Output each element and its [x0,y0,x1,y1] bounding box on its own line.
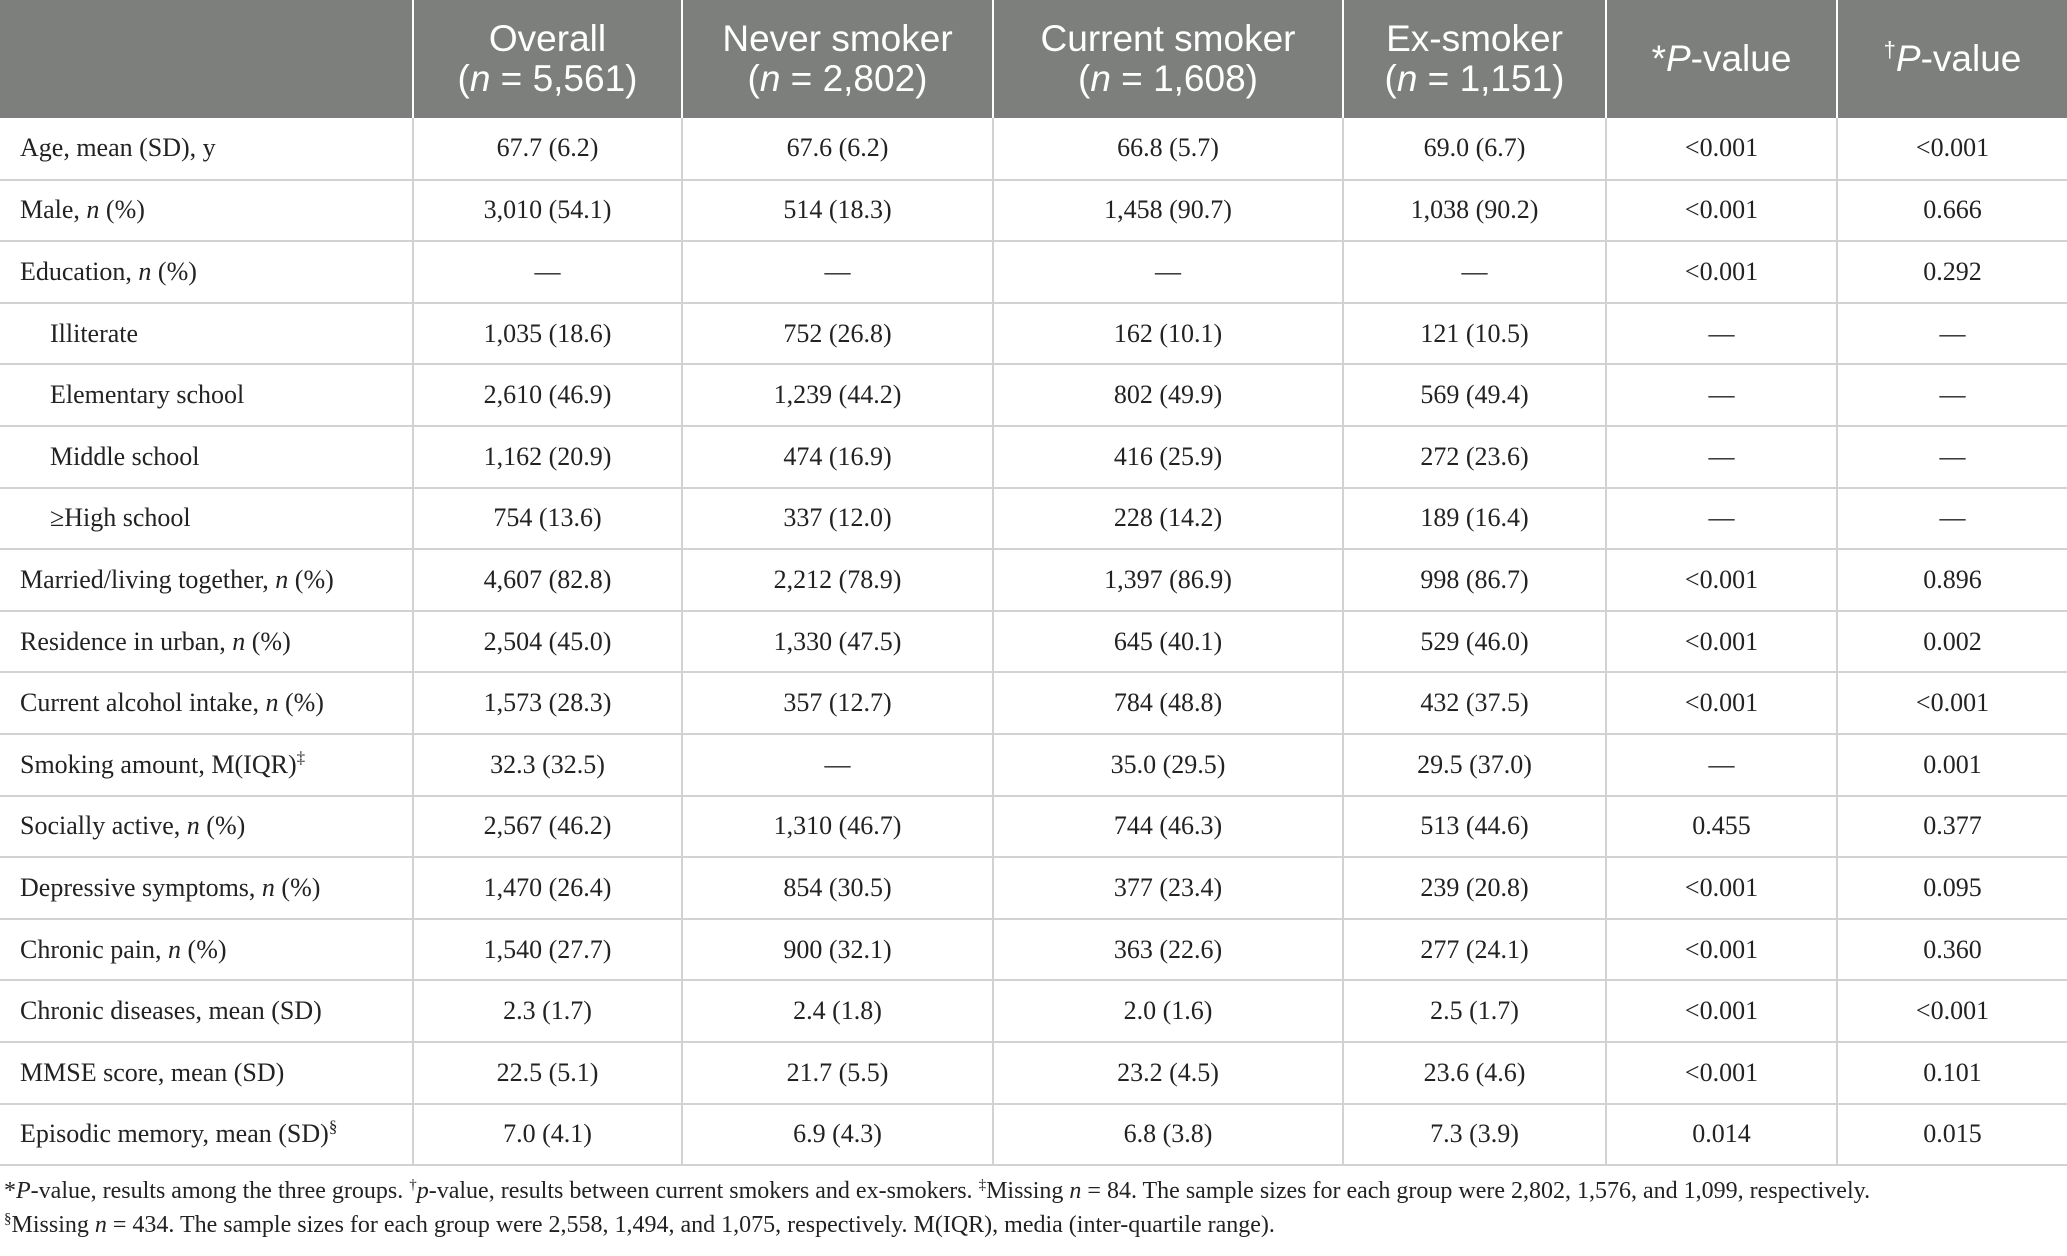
ex-smoker-cell: 239 (20.8) [1343,857,1606,919]
ex-smoker-cell: 432 (37.5) [1343,672,1606,734]
footnote-line-2: §Missing n = 434. The sample sizes for each group were 2,558, 1,494, and 1,075, respectively. M(IQR), media (inter-quartile range). [4,1211,1275,1239]
ex-smoker-cell: 189 (16.4) [1343,488,1606,550]
p-value-dagger-cell: — [1837,303,2067,365]
never-smoker-cell: 752 (26.8) [682,303,993,365]
ex-smoker-cell: 272 (23.6) [1343,426,1606,488]
current-smoker-cell: 802 (49.9) [993,364,1343,426]
p-value-dagger-cell: <0.001 [1837,980,2067,1042]
p-value-star-cell: <0.001 [1606,857,1837,919]
current-smoker-cell: 645 (40.1) [993,611,1343,673]
table-row [0,857,2067,919]
never-smoker-cell: 357 (12.7) [682,672,993,734]
never-smoker-cell: 6.9 (4.3) [682,1104,993,1166]
current-smoker-cell: — [993,241,1343,303]
overall-cell: 2.3 (1.7) [413,980,682,1042]
header-overall [413,0,682,118]
ex-smoker-cell: 529 (46.0) [1343,611,1606,673]
row-label: MMSE score, mean (SD) [0,1042,413,1104]
never-smoker-cell: 1,310 (46.7) [682,796,993,858]
row-label: Current alcohol intake, n (%) [0,672,413,734]
never-smoker-cell: 67.6 (6.2) [682,118,993,180]
header-never-smoker-n: (n = 2,802) [747,58,928,99]
overall-cell: 2,567 (46.2) [413,796,682,858]
current-smoker-cell: 2.0 (1.6) [993,980,1343,1042]
row-label: Elementary school [0,364,413,426]
overall-cell: 2,610 (46.9) [413,364,682,426]
footnote-line-1: *P-value, results among the three groups. †p-value, results between current smokers and ex-smokers. ‡Missing n = 84. The sample sizes for each group were 2,802, 1,576, and 1,099, respectively. [4,1177,1871,1205]
never-smoker-cell: 900 (32.1) [682,919,993,981]
overall-cell: — [413,241,682,303]
header-current-smoker-n: (n = 1,608) [1078,58,1258,99]
overall-cell: 1,035 (18.6) [413,303,682,365]
p-value-star-cell: <0.001 [1606,1042,1837,1104]
ex-smoker-cell: 1,038 (90.2) [1343,180,1606,242]
p-value-dagger-cell: 0.001 [1837,734,2067,796]
ex-smoker-cell: 29.5 (37.0) [1343,734,1606,796]
current-smoker-cell: 162 (10.1) [993,303,1343,365]
overall-cell: 67.7 (6.2) [413,118,682,180]
overall-cell: 22.5 (5.1) [413,1042,682,1104]
ex-smoker-cell: 69.0 (6.7) [1343,118,1606,180]
table-row [0,426,2067,488]
ex-smoker-cell: 121 (10.5) [1343,303,1606,365]
ex-smoker-cell: 2.5 (1.7) [1343,980,1606,1042]
row-label: Depressive symptoms, n (%) [0,857,413,919]
p-value-star-cell: 0.455 [1606,796,1837,858]
ex-smoker-cell: — [1343,241,1606,303]
p-value-dagger-cell: <0.001 [1837,118,2067,180]
current-smoker-cell: 416 (25.9) [993,426,1343,488]
p-value-dagger-cell: — [1837,488,2067,550]
table-header-row [0,0,2067,118]
p-value-star-cell: — [1606,426,1837,488]
never-smoker-cell: 1,330 (47.5) [682,611,993,673]
never-smoker-cell: 337 (12.0) [682,488,993,550]
p-value-dagger-cell: 0.360 [1837,919,2067,981]
p-value-dagger-cell: <0.001 [1837,672,2067,734]
never-smoker-cell: 21.7 (5.5) [682,1042,993,1104]
table-row [0,488,2067,550]
row-label: Age, mean (SD), y [0,118,413,180]
ex-smoker-cell: 23.6 (4.6) [1343,1042,1606,1104]
overall-cell: 1,470 (26.4) [413,857,682,919]
table-row [0,1042,2067,1104]
p-value-dagger-cell: 0.002 [1837,611,2067,673]
p-value-dagger-cell: — [1837,426,2067,488]
current-smoker-cell: 363 (22.6) [993,919,1343,981]
never-smoker-cell: — [682,734,993,796]
row-label: Episodic memory, mean (SD)§ [0,1104,413,1166]
ex-smoker-cell: 998 (86.7) [1343,549,1606,611]
current-smoker-cell: 1,458 (90.7) [993,180,1343,242]
current-smoker-cell: 228 (14.2) [993,488,1343,550]
header-overall-n: (n = 5,561) [457,58,638,99]
header-ex-smoker-label: Ex-smoker [1386,18,1563,59]
table-row [0,611,2067,673]
table-row [0,919,2067,981]
table-row [0,364,2067,426]
row-label: Chronic pain, n (%) [0,919,413,981]
current-smoker-cell: 1,397 (86.9) [993,549,1343,611]
table-body [0,118,2067,1165]
ex-smoker-cell: 277 (24.1) [1343,919,1606,981]
never-smoker-cell: 1,239 (44.2) [682,364,993,426]
header-never-smoker-label: Never smoker [722,18,953,59]
overall-cell: 754 (13.6) [413,488,682,550]
header-never-smoker [682,0,993,118]
p-value-star-cell: <0.001 [1606,549,1837,611]
header-p-value-dagger: †P-value [1837,0,2067,118]
table-row [0,118,2067,180]
row-label: Middle school [0,426,413,488]
row-label: Chronic diseases, mean (SD) [0,980,413,1042]
table-row [0,241,2067,303]
p-value-star-cell: <0.001 [1606,919,1837,981]
p-value-star-cell: <0.001 [1606,980,1837,1042]
overall-cell: 3,010 (54.1) [413,180,682,242]
overall-cell: 32.3 (32.5) [413,734,682,796]
current-smoker-cell: 23.2 (4.5) [993,1042,1343,1104]
header-current-smoker-label: Current smoker [1040,18,1296,59]
table-row [0,1104,2067,1166]
p-value-dagger-cell: — [1837,364,2067,426]
p-value-dagger-cell: 0.015 [1837,1104,2067,1166]
current-smoker-cell: 66.8 (5.7) [993,118,1343,180]
header-overall-label: Overall [488,18,607,59]
never-smoker-cell: 514 (18.3) [682,180,993,242]
table-row [0,980,2067,1042]
overall-cell: 2,504 (45.0) [413,611,682,673]
row-label: Residence in urban, n (%) [0,611,413,673]
current-smoker-cell: 377 (23.4) [993,857,1343,919]
overall-cell: 1,573 (28.3) [413,672,682,734]
p-value-dagger-cell: 0.095 [1837,857,2067,919]
ex-smoker-cell: 569 (49.4) [1343,364,1606,426]
p-value-star-cell: — [1606,303,1837,365]
p-value-star-cell: <0.001 [1606,672,1837,734]
table-row [0,734,2067,796]
p-value-dagger-cell: 0.292 [1837,241,2067,303]
row-label: Smoking amount, M(IQR)‡ [0,734,413,796]
header-blank [0,0,413,118]
row-label: ≥High school [0,488,413,550]
p-value-dagger-cell: 0.666 [1837,180,2067,242]
row-label: Illiterate [0,303,413,365]
p-value-star-cell: <0.001 [1606,611,1837,673]
p-value-star-cell: <0.001 [1606,118,1837,180]
table-row [0,549,2067,611]
row-label: Male, n (%) [0,180,413,242]
table-row [0,180,2067,242]
overall-cell: 1,540 (27.7) [413,919,682,981]
current-smoker-cell: 744 (46.3) [993,796,1343,858]
row-label: Married/living together, n (%) [0,549,413,611]
never-smoker-cell: 854 (30.5) [682,857,993,919]
overall-cell: 4,607 (82.8) [413,549,682,611]
header-ex-smoker [1343,0,1606,118]
p-value-star-cell: 0.014 [1606,1104,1837,1166]
p-value-star-cell: — [1606,364,1837,426]
table-row [0,672,2067,734]
row-label: Socially active, n (%) [0,796,413,858]
p-value-dagger-cell: 0.377 [1837,796,2067,858]
header-ex-smoker-n: (n = 1,151) [1384,58,1565,99]
current-smoker-cell: 35.0 (29.5) [993,734,1343,796]
p-value-star-cell: — [1606,734,1837,796]
ex-smoker-cell: 7.3 (3.9) [1343,1104,1606,1166]
table-row [0,796,2067,858]
overall-cell: 7.0 (4.1) [413,1104,682,1166]
never-smoker-cell: 2,212 (78.9) [682,549,993,611]
never-smoker-cell: 474 (16.9) [682,426,993,488]
table-footnotes [0,1166,2067,1242]
row-label: Education, n (%) [0,241,413,303]
header-p-value-star: *P-value [1606,0,1837,118]
p-value-star-cell: <0.001 [1606,180,1837,242]
overall-cell: 1,162 (20.9) [413,426,682,488]
table-row [0,303,2067,365]
header-current-smoker [993,0,1343,118]
never-smoker-cell: — [682,241,993,303]
p-value-star-cell: <0.001 [1606,241,1837,303]
p-value-dagger-cell: 0.896 [1837,549,2067,611]
p-value-dagger-cell: 0.101 [1837,1042,2067,1104]
p-value-star-cell: — [1606,488,1837,550]
current-smoker-cell: 6.8 (3.8) [993,1104,1343,1166]
ex-smoker-cell: 513 (44.6) [1343,796,1606,858]
never-smoker-cell: 2.4 (1.8) [682,980,993,1042]
current-smoker-cell: 784 (48.8) [993,672,1343,734]
